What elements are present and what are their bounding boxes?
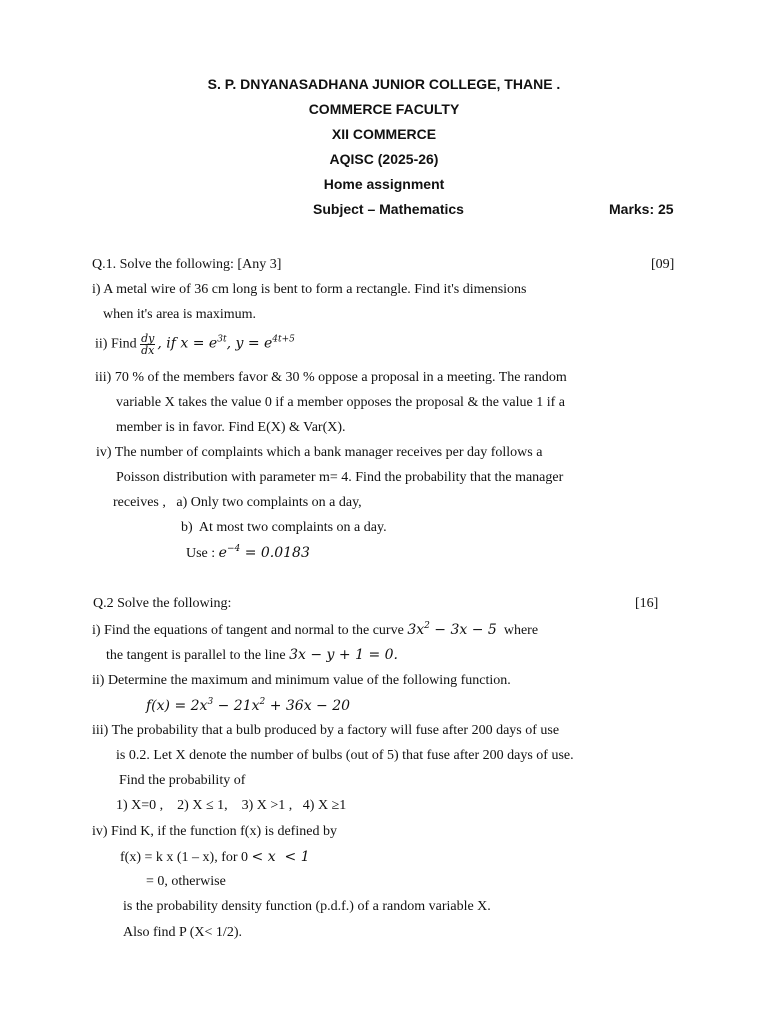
college-name: S. P. DNYANASADHANA JUNIOR COLLEGE, THANE . xyxy=(207,76,561,92)
q2-iv-line4: is the probability density function (p.d.f.) of a random variable X. xyxy=(123,899,491,914)
q1-ii-rest: , if x = e xyxy=(157,335,218,352)
q1-i-line2: when it's area is maximum. xyxy=(103,307,256,322)
q2-iv-line3: = 0, otherwise xyxy=(146,874,226,889)
q2-i-line2-text: the tangent is parallel to the line xyxy=(106,648,290,663)
q2-iii-line3: Find the probability of xyxy=(119,773,246,788)
q1-title: Q.1. Solve the following: [Any 3] xyxy=(92,257,282,272)
q1-ii-mid: , y = e xyxy=(226,335,273,352)
curve-a: 3x xyxy=(407,622,425,638)
q1-iv-line1: iv) The number of complaints which a bank manager receives per day follows a xyxy=(96,445,543,460)
q2-iv-line1: iv) Find K, if the function f(x) is defined by xyxy=(92,824,337,839)
q1-ii-exp1: 3t xyxy=(217,334,227,345)
fraction-denominator: dx xyxy=(141,344,155,357)
q2-i-line2 xyxy=(106,647,398,664)
class-name: XII COMMERCE xyxy=(331,126,437,142)
q2-i-where: where xyxy=(496,623,539,638)
use-label: Use : xyxy=(186,546,216,561)
fn-exp1: 3 xyxy=(207,697,214,707)
q2-iii-line2: is 0.2. Let X denote the number of bulbs (out of 5) that fuse after 200 days of use. xyxy=(116,748,574,763)
fn-a: f(x) = 2x xyxy=(146,698,208,714)
use-base: e xyxy=(218,545,227,561)
q2-iv-range: < x < 1 xyxy=(251,849,310,865)
fn-exp2: 2 xyxy=(259,697,266,707)
fn-c: + 36x − 20 xyxy=(265,698,351,714)
q1-iv-line4: b) At most two complaints on a day. xyxy=(181,520,387,535)
q2-iii-line4: 1) X=0 , 2) X ≤ 1, 3) X >1 , 4) X ≥1 xyxy=(116,798,347,813)
fn-b: − 21x xyxy=(213,698,260,714)
q2-iv-fx: f(x) = k x (1 – x), for 0 xyxy=(120,850,252,865)
q1-marks: [09] xyxy=(651,257,675,272)
q2-iv-line2 xyxy=(120,849,310,866)
faculty-name: COMMERCE FACULTY xyxy=(308,101,460,117)
q1-i-line1: i) A metal wire of 36 cm long is bent to form a rectangle. Find it's dimensions xyxy=(92,282,527,297)
q2-ii-function xyxy=(146,698,350,715)
exam-name: AQISC (2025-26) xyxy=(329,151,439,167)
q2-iv-line5: Also find P (X< 1/2). xyxy=(123,925,242,940)
q1-iv-use xyxy=(186,545,310,562)
tangent-line-eq: 3x − y + 1 = 0. xyxy=(289,647,398,663)
q2-iii-line1: iii) The probability that a bulb produced by a factory will fuse after 200 days of use xyxy=(92,723,560,738)
q1-iv-line3: receives , a) Only two complaints on a day, xyxy=(113,495,362,510)
q2-i-text: i) Find the equations of tangent and normal to the curve xyxy=(92,623,408,638)
curve-b: − 3x − 5 xyxy=(429,622,497,638)
use-exp: −4 xyxy=(226,544,241,554)
subject-label: Subject – Mathematics xyxy=(313,201,464,217)
q1-iii-line2: variable X takes the value 0 if a member opposes the proposal & the value 1 if a xyxy=(116,395,566,410)
q1-iii-line1: iii) 70 % of the members favor & 30 % oppose a proposal in a meeting. The random xyxy=(95,370,567,385)
use-value: = 0.0183 xyxy=(240,545,310,561)
curve-exp: 2 xyxy=(424,621,430,631)
fraction-numerator: dy xyxy=(141,332,155,345)
q1-ii-line xyxy=(95,333,295,356)
marks-label: Marks: 25 xyxy=(609,201,674,217)
derivative-fraction xyxy=(140,333,155,356)
q2-i-line1 xyxy=(92,622,538,639)
q1-iii-line3: member is in favor. Find E(X) & Var(X). xyxy=(116,420,346,435)
q2-title: Q.2 Solve the following: xyxy=(93,596,232,611)
q2-marks: [16] xyxy=(635,596,659,611)
q1-ii-exp2: 4t+5 xyxy=(272,334,295,345)
q2-ii-line1: ii) Determine the maximum and minimum value of the following function. xyxy=(92,673,511,688)
q1-iv-line2: Poisson distribution with parameter m= 4. Find the probability that the manager xyxy=(116,470,564,485)
q1-ii-prefix: ii) Find xyxy=(95,336,137,352)
assignment-type: Home assignment xyxy=(323,176,445,192)
